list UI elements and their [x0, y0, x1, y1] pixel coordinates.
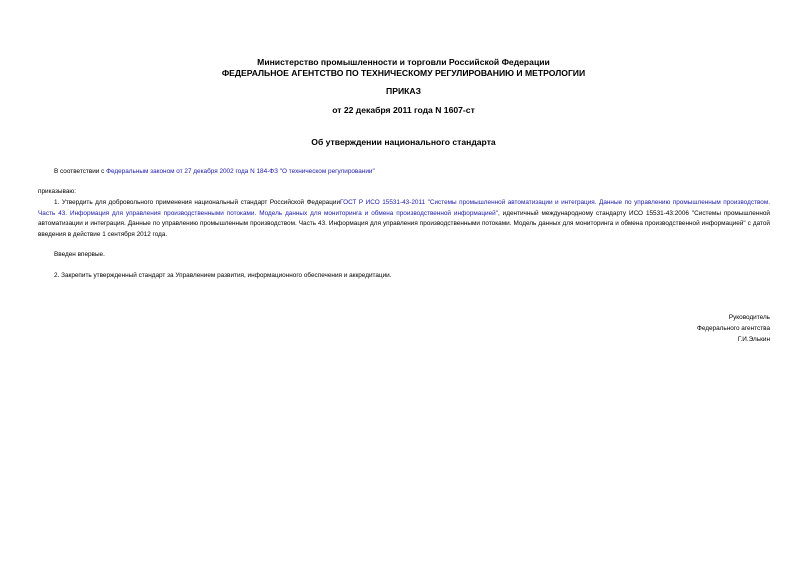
gost-standard-link[interactable]: ГОСТ Р ИСО 15531-43-2011 "Системы промышленной автоматизации и интеграция. Данные по управлению промышленным производством. Часть 43. Информация для управления производственными потоками. Модель данных для мониторинга и обмена производственной информацией" — [38, 199, 770, 217]
item-1-paragraph — [38, 198, 770, 240]
basis-paragraph — [54, 167, 786, 178]
ministry-title: Министерство промышленности и торговли Российской Федерации — [257, 57, 550, 67]
signature-position: Руководитель — [728, 314, 770, 321]
signature-block — [697, 312, 770, 345]
signature-organization: Федерального агентства — [696, 325, 770, 332]
introduced-note: Введен впервые. — [54, 251, 105, 258]
item-1-prefix: 1. Утвердить для добровольного применения национальный стандарт Российской Федерации — [54, 199, 341, 206]
item-1-suffix: , идентичный международному стандарту ИСО 15531-43:2006 "Системы промышленной автоматизации и интеграция. Данные по управлению промышленным производством. Часть 43. Информация для управления производственными потоками. Модель данных для мониторинга и обмена производственной информацией" с датой введения в действие 1 сентября 2012 года. — [38, 209, 770, 238]
signature-name: Г.И.Элькин — [737, 336, 770, 343]
basis-prefix: В соответствии с — [54, 168, 107, 175]
document-date-number: от 22 декабря 2011 года N 1607-ст — [332, 105, 475, 115]
document-subject: Об утверждении национального стандарта — [311, 137, 496, 147]
document-type: ПРИКАЗ — [386, 86, 421, 96]
agency-title: ФЕДЕРАЛЬНОЕ АГЕНТСТВО ПО ТЕХНИЧЕСКОМУ РЕГУЛИРОВАНИЮ И МЕТРОЛОГИИ — [221, 68, 586, 78]
federal-law-link[interactable]: Федеральным законом от 27 декабря 2002 года N 184-ФЗ "О техническом регулировании" — [106, 168, 375, 175]
item-2-paragraph: 2. Закрепить утвержденный стандарт за Управлением развития, информационного обеспечения и аккредитации. — [54, 272, 392, 279]
order-word: приказываю: — [38, 188, 76, 195]
